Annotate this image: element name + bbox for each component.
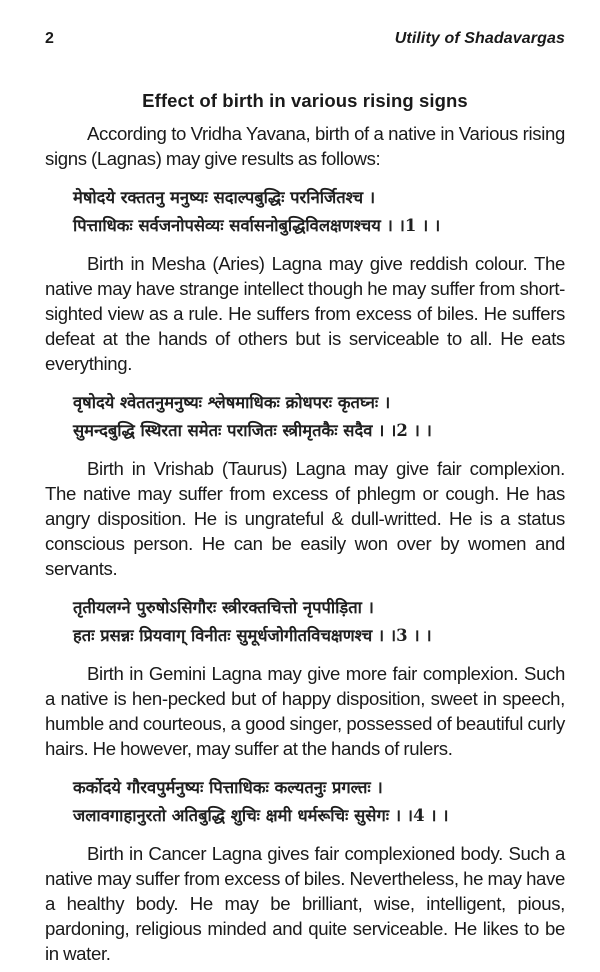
paragraph-cancer: Birth in Cancer Lagna gives fair complexioned body. Such a native may suffer from excess of biles. Nevertheless, he may have a healthy body. He may be brilliant, wise, intelligent, pious, pardoning, religious minded and quite serviceable. He likes to be in water. [45, 843, 565, 964]
verse-line: पित्ताधिकः सर्वजनोपसेव्यः सर्वासनोबुद्धिविलक्षणश्चय । ।1 । । [73, 216, 441, 235]
paragraph-mesha-aries: Birth in Mesha (Aries) Lagna may give reddish colour. The native may have strange intellect though he may suffer from short-sighted view as a rule. He suffers from excess of biles. He suffers defeat at the hands of others but is serviceable to all. He eats everything. [45, 253, 565, 374]
paragraph-gemini: Birth in Gemini Lagna may give more fair complexion. Such a native is hen-pecked but of happy disposition, sweet in speech, humble and courteous, a good singer, possessed of beautiful curly hairs. He however, may suffer at the hands of rulers. [45, 663, 565, 759]
section-title: Effect of birth in various rising signs [142, 90, 468, 111]
verse-line: कर्कोदये गौरवपुर्मनुष्यः पित्ताधिकः कल्यतनुः प्रगल्तः । [73, 778, 383, 797]
sanskrit-verse-3 [73, 594, 565, 650]
page-number: 2 [45, 30, 54, 47]
verse-line: वृषोदये श्वेततनुमनुष्यः श्लेषमाधिकः क्रोधपरः कृतघ्नः । [73, 393, 391, 412]
paragraph-vrishab-taurus: Birth in Vrishab (Taurus) Lagna may give fair complexion. The native may suffer from excess of phlegm or cough. He has angry disposition. He is ungrateful & dull-writted. He is a status conscious person. He can be easily won over by women and servants. [45, 458, 565, 579]
page-content [45, 121, 565, 966]
sanskrit-verse-4 [73, 774, 565, 830]
sanskrit-verse-2 [73, 389, 565, 445]
running-head [45, 30, 565, 52]
intro-paragraph: According to Vridha Yavana, birth of a native in Various rising signs (Lagnas) may give results as follows: [45, 123, 565, 169]
verse-line: जलावगाहानुरतो अतिबुद्धि शुचिः क्षमी धर्मरूचिः सुसेगः । ।4 । । [73, 806, 449, 825]
sanskrit-verse-1 [73, 184, 565, 240]
verse-line: तृतीयलग्ने पुरुषोऽसिगौरः स्त्रीरक्तचित्तो नृपपीड़िता । [73, 598, 374, 617]
running-title: Utility of Shadavargas [394, 30, 565, 47]
verse-line: मेषोदये रक्ततनु मनुष्यः सदाल्पबुद्धिः परनिर्जितश्च । [73, 188, 376, 207]
verse-line: हतः प्रसन्नः प्रियवाग् विनीतः सुमूर्धजोगीतविचक्षणश्च । ।3 । । [73, 626, 432, 645]
verse-line: सुमन्दबुद्धि स्थिरता समेतः पराजितः स्त्रीमृतकैः सदैव । ।2 । । [73, 421, 432, 440]
